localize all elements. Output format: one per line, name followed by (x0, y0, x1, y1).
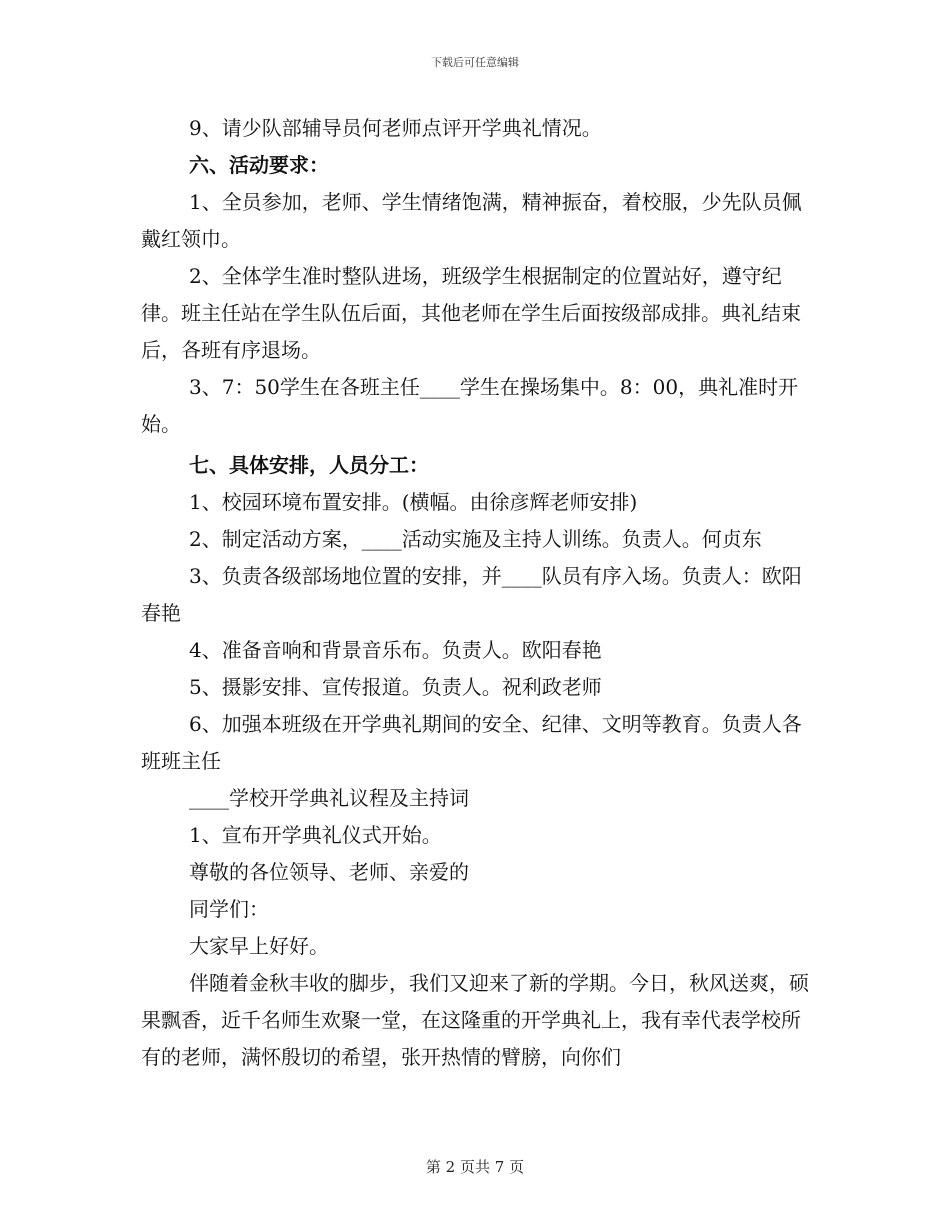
paragraph-arrangement-5: 5、摄影安排、宣传报道。负责人。祝利政老师 (189, 675, 602, 699)
section-heading-requirements: 六、活动要求： (189, 153, 329, 177)
greeting-line-3: 大家早上好好。 (189, 934, 329, 958)
speech-paragraph: 伴随着金秋丰收的脚步，我们又迎来了新的学期。今日，秋风送爽，硕果飘香，近千名师生欢聚一堂，在这隆重的开学典礼上，我有幸代表学校所有的老师，满怀殷切的希望，张开热情的臂膀，向你们 (141, 971, 809, 1069)
paragraph-requirement-1: 1、全员参加，老师、学生情绪饱满，精神振奋，着校服，少先队员佩戴红领巾。 (141, 190, 802, 251)
section-heading-arrangement: 七、具体安排，人员分工： (189, 453, 429, 477)
page-footer: 第 2 页共 7 页 (425, 1158, 525, 1176)
agenda-item-1: 1、宣布开学典礼仪式开始。 (189, 823, 442, 847)
paragraph-arrangement-2: 2、制定活动方案，____活动实施及主持人训练。负责人。何贞东 (189, 527, 762, 551)
document-body (141, 110, 811, 1076)
paragraph-requirement-2: 2、全体学生准时整队进场，班级学生根据制定的位置站好，遵守纪律。班主任站在学生队伍后面，其他老师在学生后面按级部成排。典礼结束后，各班有序退场。 (141, 264, 801, 362)
paragraph-arrangement-6: 6、加强本班级在开学典礼期间的安全、纪律、文明等教育。负责人各班班主任 (141, 712, 802, 773)
paragraph-item-9: 9、请少队部辅导员何老师点评开学典礼情况。 (189, 116, 602, 140)
paragraph-arrangement-3: 3、负责各级部场地位置的安排，并____队员有序入场。负责人：欧阳春艳 (141, 564, 802, 625)
agenda-title: ____学校开学典礼议程及主持词 (189, 786, 469, 810)
paragraph-arrangement-4: 4、准备音响和背景音乐布。负责人。欧阳春艳 (189, 638, 602, 662)
paragraph-requirement-3: 3、7：50学生在各班主任____学生在操场集中。8：00，典礼准时开始。 (141, 375, 799, 436)
page-header: 下载后可任意编辑 (431, 56, 519, 69)
paragraph-arrangement-1: 1、校园环境布置安排。(横幅。由徐彦辉老师安排) (189, 490, 638, 514)
greeting-line-1: 尊敬的各位领导、老师、亲爱的 (189, 860, 469, 884)
greeting-line-2: 同学们： (189, 897, 269, 921)
